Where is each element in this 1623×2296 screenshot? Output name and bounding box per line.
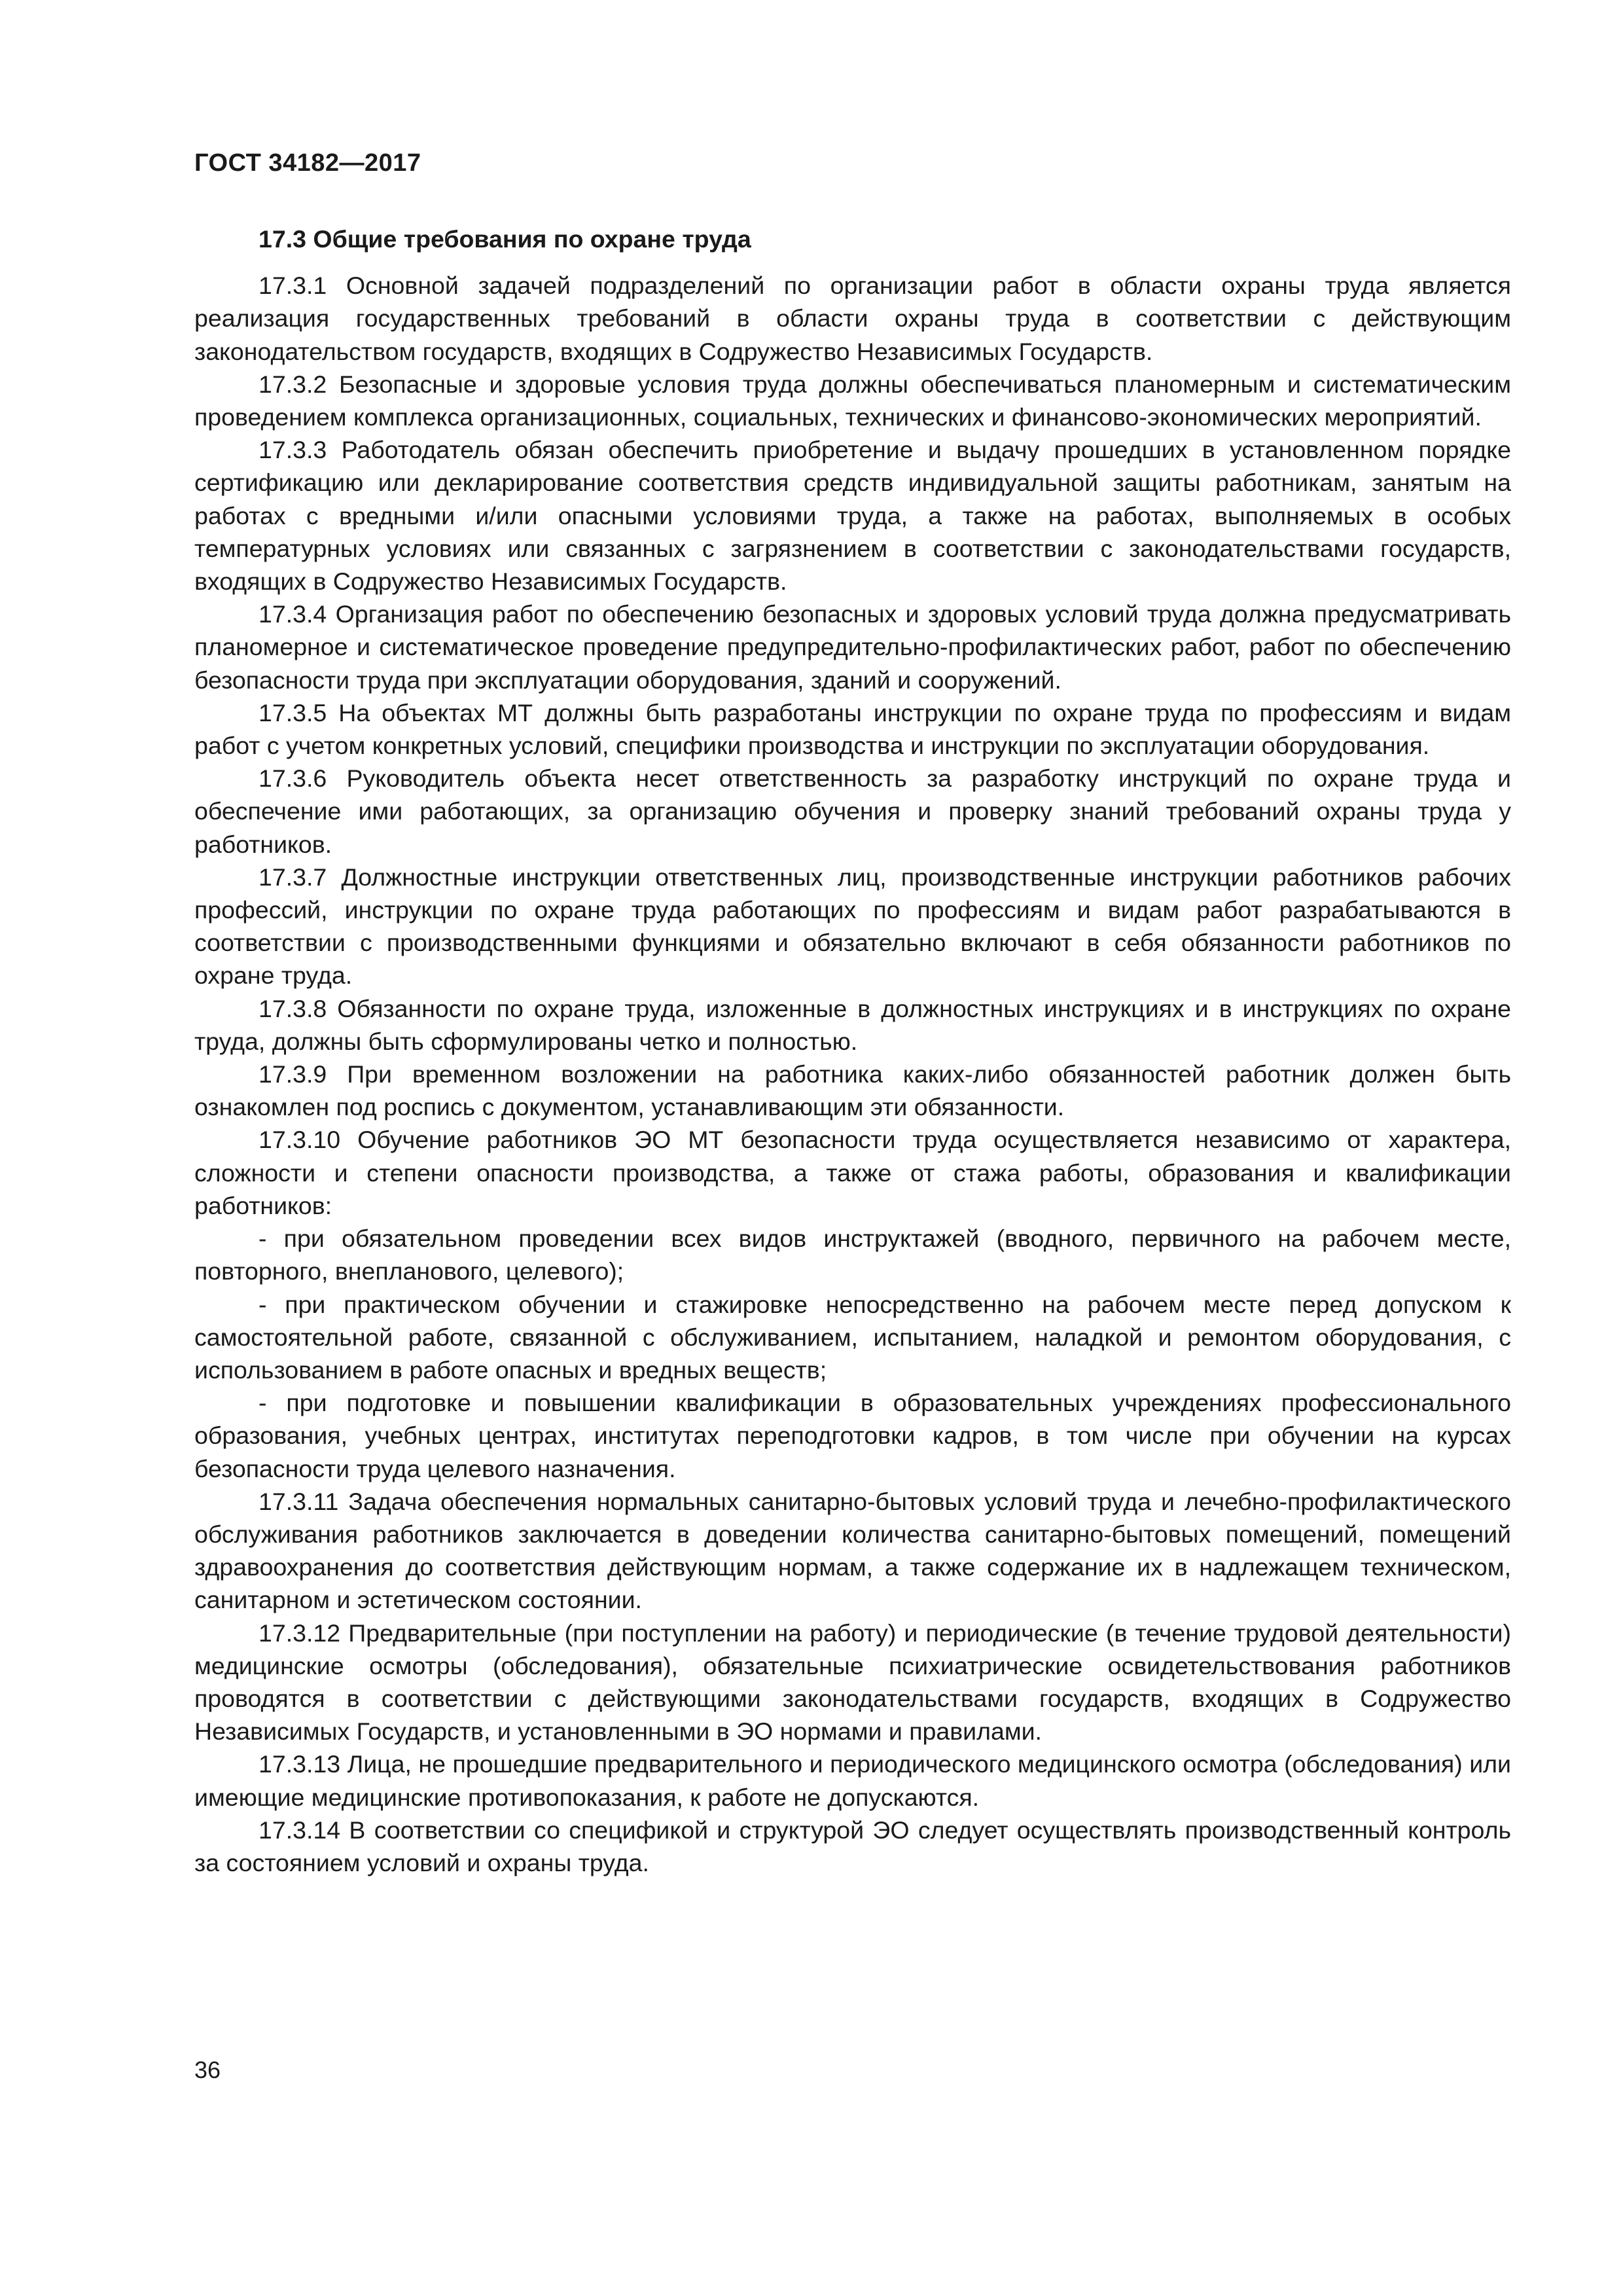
list-item-instructions: - при обязательном проведении всех видов инструктажей (вводного, первичного на рабочем месте, повторного, внепланового, целевого); (194, 1225, 1511, 1285)
paragraph-17-3-8: 17.3.8 Обязанности по охране труда, изложенные в должностных инструкциях и в инструкциях по охране труда, должны быть сформулированы четко и полностью. (194, 994, 1511, 1055)
paragraph-17-3-6: 17.3.6 Руководитель объекта несет ответственность за разработку инструкций по охране труда и обеспечение ими работающих, за организацию обучения и проверку знаний требований охраны труда у работников. (194, 764, 1511, 858)
paragraph-17-3-13: 17.3.13 Лица, не прошедшие предварительного и периодического медицинского осмотра (обследования) или имеющие медицинские противопоказания, к работе не допускаются. (194, 1750, 1511, 1811)
paragraph-17-3-9: 17.3.9 При временном возложении на работника каких-либо обязанностей работник должен быть ознакомлен под роспись с документом, устанавливающим эти обязанности. (194, 1060, 1511, 1121)
paragraph-17-3-7: 17.3.7 Должностные инструкции ответственных лиц, производственные инструкции работников рабочих профессий, инструкции по охране труда работающих по профессиям и видам работ разрабатываются в соответствии с производственными функциями и обязательно включают в себя обязанности работников по охране труда. (194, 863, 1511, 990)
list-item-qualification: - при подготовке и повышении квалификации в образовательных учреждениях профессионального образования, учебных центрах, институтах переподготовки кадров, в том числе при обучении на курсах безопасности труда целевого назначения. (194, 1389, 1511, 1482)
list-item-practical-training: - при практическом обучении и стажировке непосредственно на рабочем месте перед допуском к самостоятельной работе, связанной с обслуживанием, испытанием, наладкой и ремонтом оборудования, с использованием в работе опасных и вредных веществ; (194, 1290, 1511, 1384)
document-code-header: ГОСТ 34182—2017 (194, 149, 421, 177)
paragraph-17-3-14: 17.3.14 В соответствии со спецификой и структурой ЭО следует осуществлять производственный контроль за состоянием условий и охраны труда. (194, 1816, 1511, 1876)
section-content (194, 223, 1511, 1879)
paragraph-17-3-2: 17.3.2 Безопасные и здоровые условия труда должны обеспечиваться планомерным и систематическим проведением комплекса организационных, социальных, технических и финансово-экономических мероприятий. (194, 370, 1511, 431)
paragraph-17-3-10: 17.3.10 Обучение работников ЭО МТ безопасности труда осуществляется независимо от характера, сложности и степени опасности производства, а также от стажа работы, образования и квалификации работников: (194, 1126, 1511, 1219)
section-title: 17.3 Общие требования по охране труда (259, 225, 751, 253)
paragraph-17-3-1: 17.3.1 Основной задачей подразделений по организации работ в области охраны труда является реализация государственных требований в области охраны труда в соответствии с действующим законодательством государств, входящих в Содружество Независимых Государств. (194, 272, 1511, 365)
paragraph-17-3-3: 17.3.3 Работодатель обязан обеспечить приобретение и выдачу прошедших в установленном порядке сертификацию или декларирование соответствия средств индивидуальной защиты работникам, занятым на работах с вредными и/или опасными условиями труда, а также на работах, выполняемых в особых температурных условиях или связанных с загрязнением в соответствии с законодательствами государств, входящих в Содружество Независимых Государств. (194, 436, 1511, 596)
page-number: 36 (194, 2056, 221, 2083)
paragraph-17-3-5: 17.3.5 На объектах МТ должны быть разработаны инструкции по охране труда по профессиям и видам работ с учетом конкретных условий, специфики производства и инструкции по эксплуатации оборудования. (194, 698, 1511, 760)
paragraph-17-3-4: 17.3.4 Организация работ по обеспечению безопасных и здоровых условий труда должна предусматривать планомерное и систематическое проведение предупредительно-профилактических работ, работ по обеспечению безопасности труда при эксплуатации оборудования, зданий и сооружений. (194, 600, 1511, 694)
paragraph-17-3-12: 17.3.12 Предварительные (при поступлении на работу) и периодические (в течение трудовой деятельности) медицинские осмотры (обследования), обязательные психиатрические освидетельствования работников проводятся в соответствии с действующими законодательствами государств, входящих в Содружество Независимых Государств, и установленными в ЭО нормами и правилами. (194, 1619, 1511, 1746)
paragraph-17-3-11: 17.3.11 Задача обеспечения нормальных санитарно-бытовых условий труда и лечебно-профилактического обслуживания работников заключается в доведении количества санитарно-бытовых помещений, помещений здравоохранения до соответствия действующим нормам, а также содержание их в надлежащем техническом, санитарном и эстетическом состоянии. (194, 1487, 1511, 1614)
